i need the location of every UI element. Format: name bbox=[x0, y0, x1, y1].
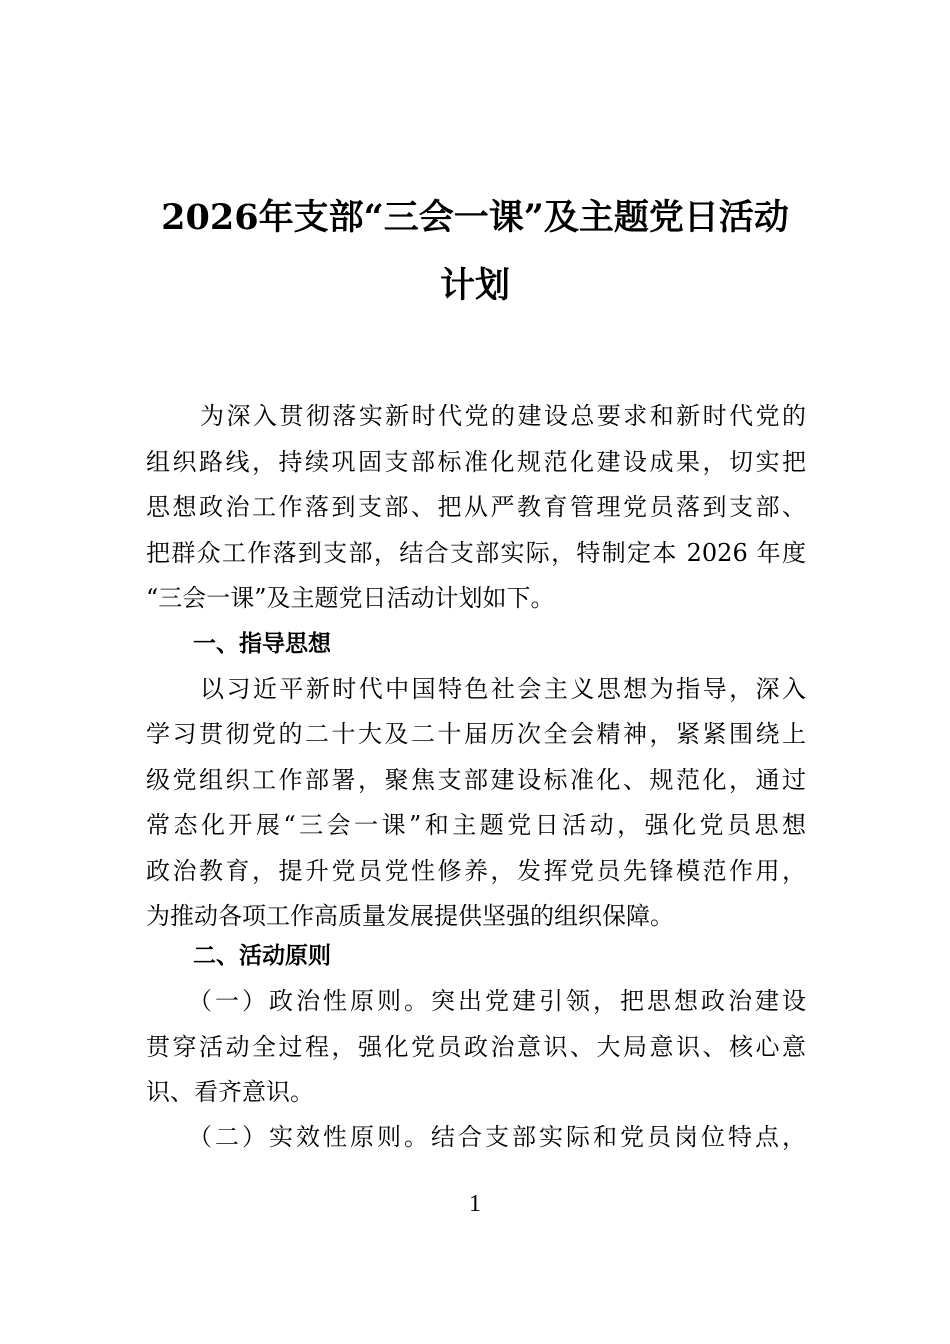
principle1-line-3: 识、看齐意识。 bbox=[146, 1078, 314, 1106]
principle1-line-2: 贯穿活动全过程，强化党员政治意识、大局意识、核心意 bbox=[146, 1033, 806, 1061]
intro-line-4: 把群众工作落到支部，结合支部实际，特制定本 2026 年度 bbox=[146, 539, 806, 567]
page-number: 1 bbox=[469, 1191, 481, 1217]
section1-line-3: 级党组织工作部署，聚焦支部建设标准化、规范化，通过 bbox=[146, 766, 806, 794]
document-title-line-1: 2026年支部“三会一课”及主题党日活动 bbox=[161, 197, 789, 238]
section1-line-2: 学习贯彻党的二十大及二十届历次全会精神，紧紧围绕上 bbox=[146, 720, 806, 748]
intro-line-3: 思想政治工作落到支部、把从严教育管理党员落到支部、 bbox=[146, 493, 806, 521]
principle1-line-1: （一）政治性原则。突出党建引领，把思想政治建设 bbox=[188, 987, 806, 1015]
section-heading-guiding-ideology: 一、指导思想 bbox=[193, 631, 331, 657]
section1-line-5: 政治教育，提升党员党性修养，发挥党员先锋模范作用， bbox=[146, 857, 806, 885]
section1-line-1: 以习近平新时代中国特色社会主义思想为指导，深入 bbox=[200, 675, 806, 703]
intro-line-1: 为深入贯彻落实新时代党的建设总要求和新时代党的 bbox=[200, 402, 806, 430]
document-title-line-2: 计划 bbox=[439, 265, 510, 306]
section1-line-6: 为推动各项工作高质量发展提供坚强的组织保障。 bbox=[146, 902, 674, 930]
intro-line-2: 组织路线，持续巩固支部标准化规范化建设成果，切实把 bbox=[146, 448, 806, 476]
intro-line-5: “三会一课”及主题党日活动计划如下。 bbox=[146, 584, 555, 612]
principle2-line-1: （二）实效性原则。结合支部实际和党员岗位特点， bbox=[188, 1123, 806, 1151]
section1-line-4: 常态化开展“三会一课”和主题党日活动，强化党员思想 bbox=[146, 811, 806, 839]
section-heading-activity-principles: 二、活动原则 bbox=[193, 943, 331, 969]
